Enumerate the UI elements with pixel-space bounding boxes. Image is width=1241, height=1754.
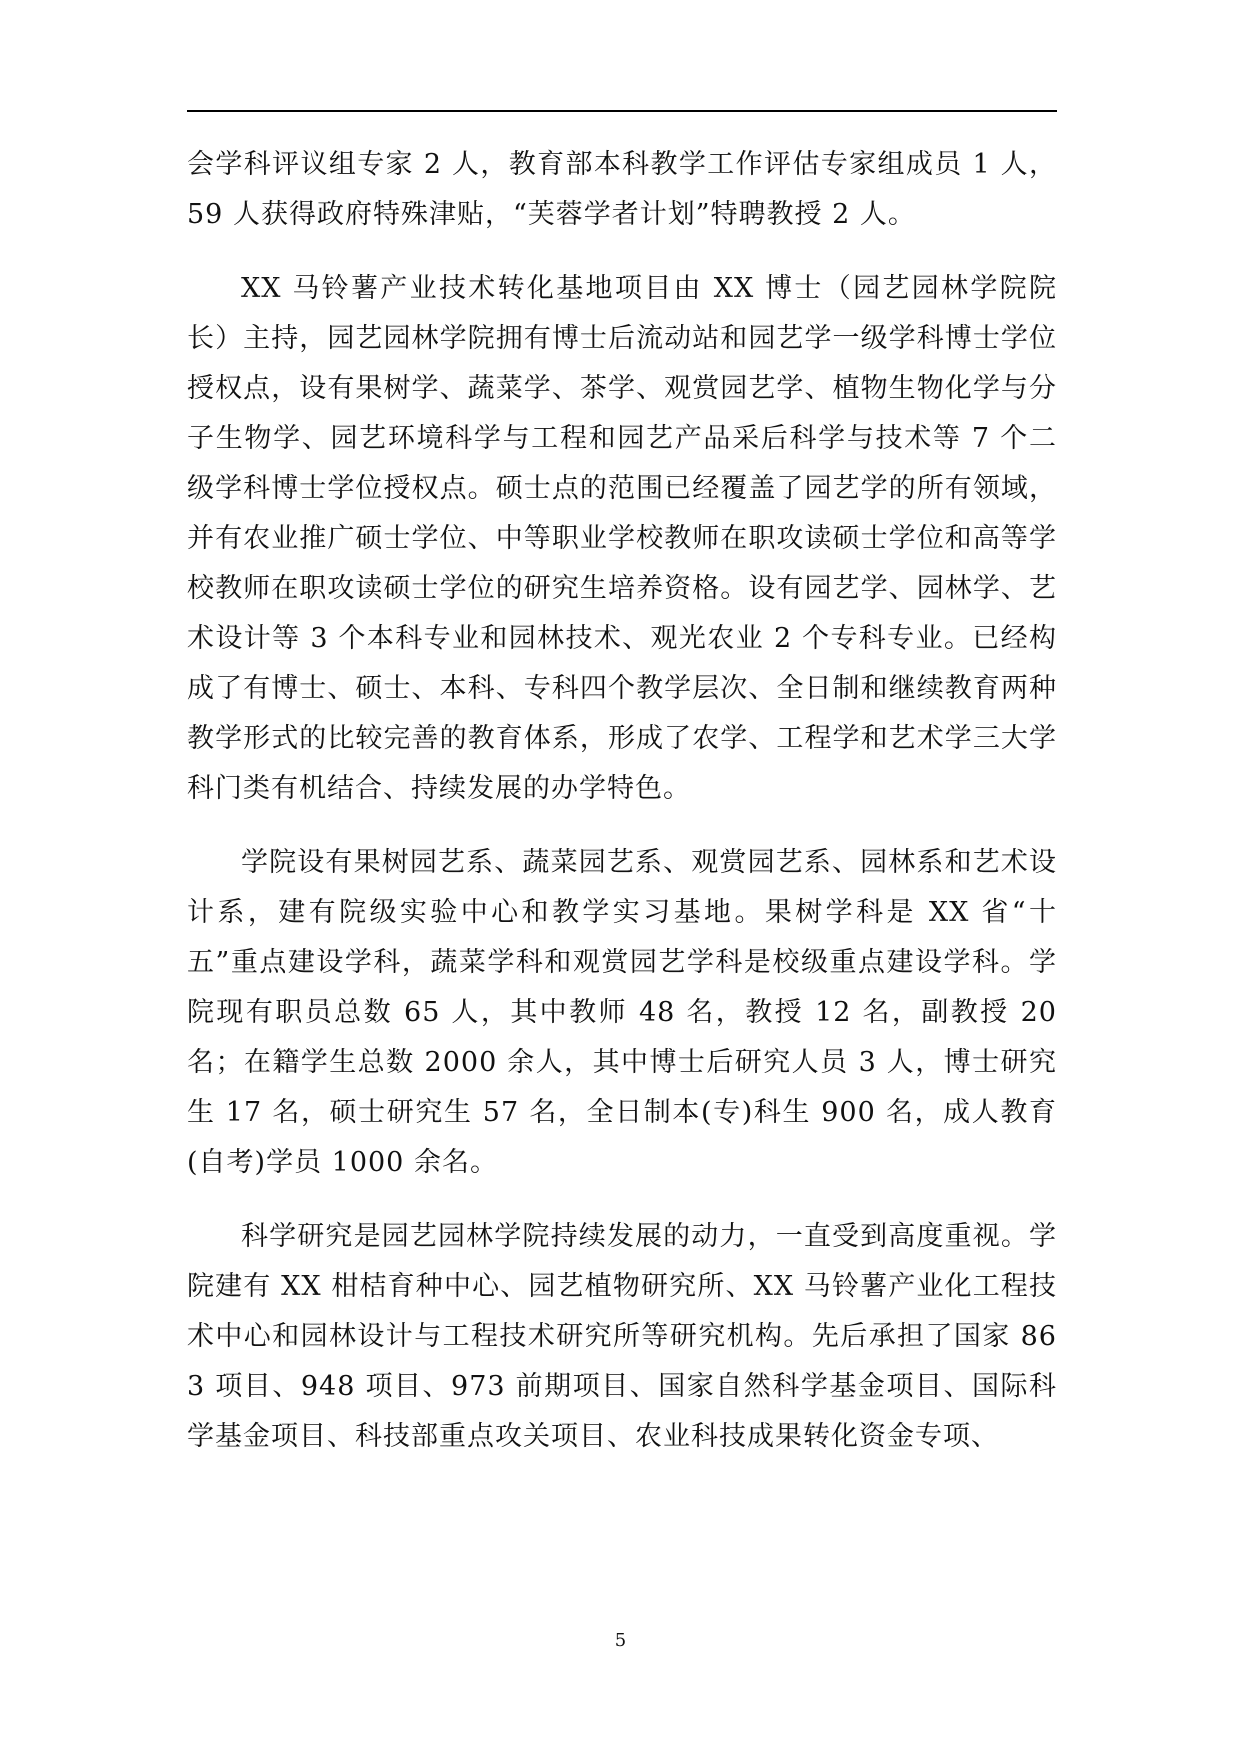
paragraph-spacer: [187, 1188, 1057, 1212]
body-text: [187, 140, 1057, 1462]
paragraph-departments: 学院设有果树园艺系、蔬菜园艺系、观赏园艺系、园林系和艺术设计系，建有院级实验中心和教学实习基地。果树学科是 XX 省“十五”重点建设学科，蔬菜学科和观赏园艺学科是校级重点建设学科。学院现有职员总数 65 人，其中教师 48 名，教授 12 名，副教授 20 名；在籍学生总数 2000 余人，其中博士后研究人员 3 人，博士研究生 17 名，硕士研究生 57 名，全日制本(专)科生 900 名，成人教育(自考)学员 1000 余名。: [187, 847, 1057, 1178]
paragraph-spacer: [187, 240, 1057, 264]
header-rule: [187, 110, 1057, 112]
paragraph-research: 科学研究是园艺园林学院持续发展的动力，一直受到高度重视。学院建有 XX 柑桔育种中心、园艺植物研究所、XX 马铃薯产业化工程技术中心和园林设计与工程技术研究所等研究机构。先后承担了国家 863 项目、948 项目、973 前期项目、国家自然科学基金项目、国际科学基金项目、科技部重点攻关项目、农业科技成果转化资金专项、: [187, 1221, 1057, 1452]
paragraph-continuation: 会学科评议组专家 2 人，教育部本科教学工作评估专家组成员 1 人，59 人获得政府特殊津贴，“芙蓉学者计划”特聘教授 2 人。: [187, 149, 1057, 230]
page-number: 5: [614, 1630, 627, 1651]
paragraph-spacer: [187, 814, 1057, 838]
paragraph-potato-base: XX 马铃薯产业技术转化基地项目由 XX 博士（园艺园林学院院长）主持，园艺园林学院拥有博士后流动站和园艺学一级学科博士学位授权点，设有果树学、蔬菜学、茶学、观赏园艺学、植物生物化学与分子生物学、园艺环境科学与工程和园艺产品采后科学与技术等 7 个二级学科博士学位授权点。硕士点的范围已经覆盖了园艺学的所有领域，并有农业推广硕士学位、中等职业学校教师在职攻读硕士学位和高等学校教师在职攻读硕士学位的研究生培养资格。设有园艺学、园林学、艺术设计等 3 个本科专业和园林技术、观光农业 2 个专科专业。已经构成了有博士、硕士、本科、专科四个教学层次、全日制和继续教育两种教学形式的比较完善的教育体系，形成了农学、工程学和艺术学三大学科门类有机结合、持续发展的办学特色。: [187, 273, 1057, 804]
